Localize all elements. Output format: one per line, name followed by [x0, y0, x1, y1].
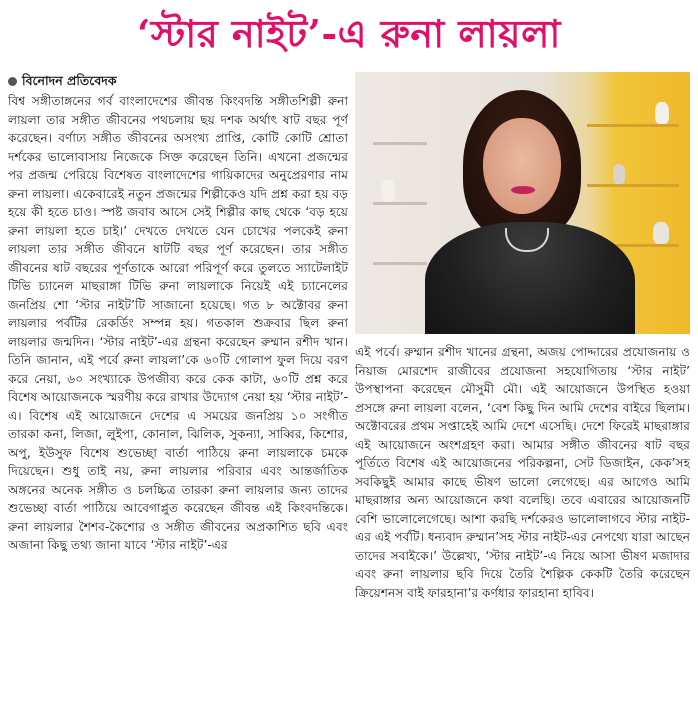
byline-text: বিনোদন প্রতিবেদক: [22, 73, 117, 88]
lips: [511, 186, 535, 194]
article-paragraph: এই পর্বে। রুম্মান রশীদ খানের গ্রন্থনা, অজয় পোদ্দারের প্রযোজনায় ও নিয়াজ মোরশেদ রাজীবের প্রযোজনা সহযোগিতায় ‘স্টার নাইট’ উপস্থাপনা করেছেন মৌসুমী মৌ। এই আয়োজনে উপস্থিত হওয়া প্রসঙ্গে রুনা লায়লা বলেন, ‘বেশ কিছু দিন আমি দেশের বাইরে ছিলাম। অক্টোবরের প্রথম সপ্তাহেই আমি দেশে এসেছি। দেশে ফিরেই মাছরাঙ্গার এই আয়োজনে অংশগ্রহণ করা। আমার সঙ্গীত জীবনের ষাট বছর পূর্তিতে বিশেষ এই আয়োজনের পরিকল্পনা, সেট ডিজাইন, কেক’সহ সবকিছুই আমার কাছে ভীষণ ভালো লেগেছে। এর আগেও আমি মাছরাঙ্গার অন্য আয়োজনে কথা বলেছি। তবে এবারের আয়োজনটি বেশি ভালোলেগেছে। আশা করছি দর্শকেরও ভালোলাগবে স্টার নাইট-এর এই পর্বটি। ধন্যবাদ রুম্মান’সহ স্টার নাইট-এর নেপথ্যে যারা আছেন তাদের সবাইকে।’ উল্লেখ্য, ‘স্টার নাইট’-এ নিয়ে আসা ভীষণ মজাদার এবং রুনা লায়লার ছবি দিয়ে তৈরি শৈল্পিক কেকটি তৈরি করেছেন ক্রিয়েশনস বাই ফারহানা’র কর্ণধার ফারহানা হাবিব।: [355, 345, 690, 600]
vase-icon: [613, 164, 625, 184]
shelf: [373, 202, 427, 205]
vase-icon: [653, 222, 669, 244]
headline: ‘স্টার নাইট’-এ রুনা লায়লা: [137, 11, 561, 56]
portrait-photo: [355, 72, 690, 334]
shelf: [587, 184, 679, 187]
byline: [8, 72, 348, 90]
shelf: [587, 124, 679, 127]
vase-icon: [655, 102, 669, 124]
bullet-icon: [8, 77, 17, 86]
vase-icon: [381, 180, 395, 202]
article-column-right: [355, 343, 690, 705]
shelf: [373, 262, 427, 265]
face: [483, 118, 561, 214]
shelf: [373, 142, 427, 145]
article-column-left: [8, 92, 348, 706]
article-paragraph: বিশ্ব সঙ্গীতাঙ্গনের গর্ব বাংলাদেশের জীবন্ত কিংবদন্তি সঙ্গীতশিল্পী রুনা লায়লা তার সঙ্গীত জীবনের পথচলায় ছয় দশক অর্থাৎ ষাট বছর পূর্ণ করেছেন। বর্ণাঢ্য সঙ্গীত জীবনের অসংখ্য প্রাপ্তি, কোটি কোটি শ্রোতা দর্শকের ভালোবাসায় নিজেকে সিক্ত করেছেন তিনি। এখনো প্রজন্মের পর প্রজন্ম পেরিয়ে বিশেষত বাংলাদেশের গায়িকাদের অনুপ্রেরণার নাম রুনা লায়লা। একেবারেই নতুন প্রজন্মের শিল্পীকেও যদি প্রশ্ন করা হয় বড় হয়ে কী হতে চাও। স্পষ্ট জবাব আসে সেই শিল্পীর কাছ থেকে ‘বড় হয়ে রুনা লায়লা হতে চাই।’ দেখতে দেখতে যেন চোখের পলকেই রুনা লায়লা তার সঙ্গীত জীবনে ষাটটি বছর পূর্ণ করেছেন। তার সঙ্গীত জীবনের ষাট বছরের পূর্ণতাকে আরো পরিপূর্ণ করে তুলতে স্যাটেলাইট টিভি চ্যানেল মাছরাঙ্গা টিভি রুনা লায়লাকে নিয়েই এই চ্যানেলের জনপ্রিয় শো ‘স্টার নাইট’টি সাজানো হয়েছে। গত ৮ অক্টোবর রুনা লায়লার পর্বটির রেকর্ডিং সম্পন্ন হয়। গতকাল শুক্রবার ছিল রুনা লায়লার জন্মদিন। ‘স্টার নাইট’-এর গ্রন্থনা করেছেন রুম্মান রশীদ খান। তিনি জানান, এই পর্বে রুনা লায়লা’কে ৬০টি গোলাপ ফুল দিয়ে বরণ করে নেয়া, ৬০ সংখ্যাকে উপজীব্য করে কেক কাটা, ৬০টি প্রশ্ন করে বিশেষ আয়োজনকে স্মরণীয় করে রাখার উদ্যোগ নেয়া হয় ‘স্টার নাইট’-এ। বিশেষ এই আয়োজনে দেশের এ সময়ের জনপ্রিয় ১০ সংগীত তারকা কনা, লিজা, লুইপা, কোনাল, ঝিলিক, সুকন্যা, সাব্বির, কিশোর, অপু, ইউসুফ বিশেষ শুভেচ্ছা বার্তা পাঠিয়ে রুনা লায়লাকে চমকে দিয়েছেন। শুধু তাই নয়, রুনা লায়লার পরিবার এবং আন্তর্জাতিক অঙ্গনের অনেক সঙ্গীত ও চলচ্চিত্র তারকা রুনা লায়লার জন্য তাদের শুভেচ্ছা বার্তা পাঠিয়ে আবেগাপ্লুত করেছেন জীবন্ত এই কিংবদন্তিকে। রুনা লায়লার শৈশব-কৈশোর ও সঙ্গীত জীবনের অপ্রকাশিত ছবি এবং অজানা কিছু তথ্য জানা যাবে ‘স্টার নাইট’-এর: [8, 94, 348, 552]
